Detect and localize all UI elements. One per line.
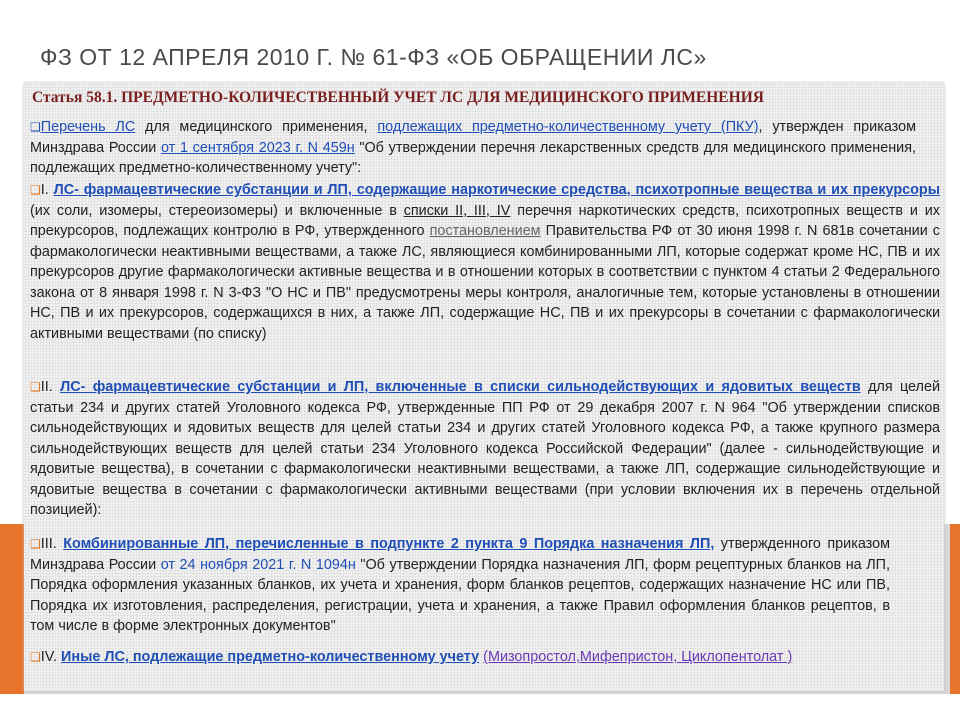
article-heading: Статья 58.1. ПРЕДМЕТНО-КОЛИЧЕСТВЕННЫЙ УЧЕТ ЛС ДЛЯ МЕДИЦИНСКОГО ПРИМЕНЕНИЯ	[32, 89, 764, 106]
list-item-4	[30, 647, 890, 668]
perechen-link[interactable]: Перечень ЛС	[40, 119, 136, 135]
checkbox-bullet-icon: ❑	[30, 537, 41, 551]
item-4-link[interactable]: Иные ЛС, подлежащие предметно-количественному учету	[61, 649, 480, 665]
item-1-text-3: Правительства РФ от 30 июня 1998 г. N 681в сочетании с фармакологически неактивными веществами, а также ЛС, являющиеся комбинированными ЛП, которые содержат кроме НС, ПВ и их прекурсоров другие фармакологически активные вещества и в отношении которых в соответствии с пунктом 4 статьи 2 Федерального закона от 8 января 1998 г. N 3-ФЗ "О НС и ПВ" предусмотрены меры контроля, аналогичные тем, которые установлены в отношении НС, ПВ и их прекурсоров, содержащихся в них, а также ЛП, содержащие НС, ПВ и их прекурсоры в сочетании с фармакологически активными веществами (по списку)	[30, 223, 941, 342]
order-1094-date: от 24 ноября 2021 г. N 1094н	[160, 556, 356, 573]
list-item-2	[30, 377, 940, 521]
intro-text-3: "Об утверждении перечня лекарственных средств для медицинского применения, подлежащих предметно-количественному учету":	[30, 139, 916, 176]
item-3-text: утвержденного приказом Минздрава России	[30, 536, 890, 573]
lists-link[interactable]: списки II, III, IV	[403, 202, 511, 219]
item-1-text-2: перечня наркотических средств, психотропных веществ и их прекурсоров, подлежащих контролю в РФ, утвержденного	[30, 202, 940, 239]
order-date-link[interactable]: от 1 сентября 2023 г. N 459н	[160, 139, 355, 156]
postanovlenie-link[interactable]: постановлением	[429, 223, 541, 239]
slide-title: ФЗ ОТ 12 АПРЕЛЯ 2010 Г. № 61-ФЗ «ОБ ОБРАЩЕНИИ ЛС»	[40, 44, 707, 70]
item-number: III.	[40, 536, 64, 552]
list-item-3	[30, 534, 890, 637]
checkbox-bullet-icon: ❑	[30, 650, 41, 664]
pku-link[interactable]: подлежащих предметно-количественному учету (ПКУ)	[377, 119, 759, 135]
checkbox-bullet-icon: ❑	[30, 120, 41, 134]
decor-orange-bar	[0, 524, 24, 694]
examples-link[interactable]: (Мизопростол,Мифепристон, Циклопентолат )	[483, 649, 793, 665]
item-number: II.	[40, 379, 61, 395]
checkbox-bullet-icon: ❑	[30, 183, 41, 197]
item-number: I.	[40, 182, 54, 198]
item-3-text-2: "Об утверждении Порядка назначения ЛП, форм рецептурных бланков на ЛП, Порядка оформления указанных бланков, их учета и хранения, форм бланков рецептов, содержащих назначение НС или ПВ, Порядка их изготовления, распределения, регистрации, учета и хранения, а также Правил оформления бланков рецептов, в том числе в форме электронных документов"	[30, 556, 890, 634]
item-3-link[interactable]: Комбинированные ЛП, перечисленные в подпункте 2 пункта 9 Порядка назначения ЛП,	[63, 536, 715, 552]
item-1-text: (их соли, изомеры, стереоизомеры) и включенные в	[30, 202, 404, 219]
item-2-link[interactable]: ЛС- фармацевтические субстанции и ЛП, включенные в списки сильнодействующих и ядовитых веществ	[60, 379, 861, 395]
checkbox-bullet-icon: ❑	[30, 380, 41, 394]
intro-text: для медицинского применения,	[135, 119, 378, 135]
intro-paragraph	[30, 117, 916, 179]
item-1-link[interactable]: ЛС- фармацевтические субстанции и ЛП, содержащие наркотические средства, психотропные вещества и их прекурсоры	[53, 182, 940, 198]
list-item-1	[30, 180, 940, 344]
decor-right-bar	[950, 524, 960, 694]
item-2-text: для целей статьи 234 и других статей Уголовного кодекса РФ, утвержденные ПП РФ от 29 декабря 2007 г. N 964 "Об утверждении списков сильнодействующих и ядовитых веществ для целей статьи 234 и других статей Уголовного кодекса РФ, а также крупного размера сильнодействующих веществ для целей статьи 234 Уголовного кодекса Российской Федерации" (далее - сильнодействующие и ядовитые вещества), в сочетании с фармакологически неактивными веществами, а также ЛП, содержащие сильнодействующие и ядовитые вещества в сочетании с фармакологически активными веществами (при условии включения их в перечень отдельной позицией):	[30, 379, 940, 518]
content-panel	[24, 83, 944, 691]
item-number: IV.	[40, 649, 62, 665]
intro-text-2: , утвержден приказом Минздрава России	[30, 119, 917, 156]
